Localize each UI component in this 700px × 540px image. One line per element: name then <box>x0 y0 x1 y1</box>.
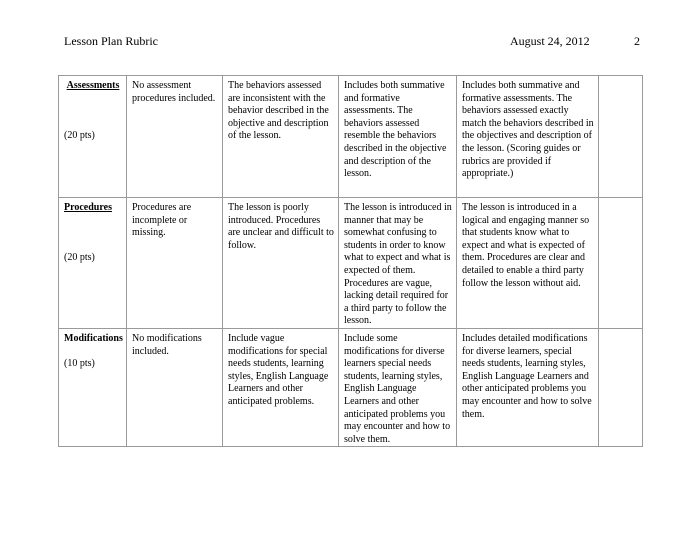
document-date: August 24, 2012 <box>510 34 590 48</box>
category-name: Procedures <box>64 202 112 213</box>
rubric-cell: The lesson is introduced in a logical and engaging manner so that students know what to expect and what is expected of them. Procedures are clear and detailed to enable a third party follow the lesson without aid. <box>457 198 599 329</box>
category-cell-modifications <box>59 328 127 446</box>
table-row <box>59 76 643 198</box>
category-cell-procedures <box>59 198 127 329</box>
table-row <box>59 198 643 329</box>
rubric-cell: The behaviors assessed are inconsistent with the behavior described in the objective and description of the lesson. <box>223 76 339 198</box>
category-points: (20 pts) <box>64 129 95 141</box>
category-name: Modifications <box>64 332 123 344</box>
rubric-score-cell <box>599 76 643 198</box>
rubric-cell: Includes both summative and formative assessments. The behaviors assessed resemble the behaviors described in the objective and description of the lesson. <box>339 76 457 198</box>
category-points: (20 pts) <box>64 251 95 263</box>
category-name: Assessments <box>66 80 120 91</box>
rubric-cell: Includes both summative and formative assessments. The behaviors assessed exactly match the behaviors described in the objectives and description of the lesson. (Scoring guides or rubrics are provided if appropriate.) <box>457 76 599 198</box>
table-row <box>59 328 643 446</box>
rubric-table <box>58 75 643 447</box>
rubric-cell: The lesson is introduced in manner that may be somewhat confusing to students in order to know what to expect and what is expected of them. Procedures are vague, lacking detail required for a third party to follow the lesson. <box>339 198 457 329</box>
rubric-cell: Include some modifications for diverse learners special needs students, learning styles, English Language Learners and other anticipated problems you may encounter and how to solve them. <box>339 328 457 446</box>
rubric-cell: No modifications included. <box>127 328 223 446</box>
rubric-cell: Includes detailed modifications for diverse learners, special needs students, learning styles, English Language Learners and other anticipated problems you may encounter and how to solve them. <box>457 328 599 446</box>
rubric-score-cell <box>599 198 643 329</box>
category-points: (10 pts) <box>64 357 95 369</box>
rubric-score-cell <box>599 328 643 446</box>
page-number: 2 <box>634 34 640 48</box>
page-header <box>64 34 640 50</box>
rubric-cell: Include vague modifications for special needs students, learning styles, English Language Learners and other anticipated problems. <box>223 328 339 446</box>
category-cell-assessments <box>59 76 127 198</box>
rubric-cell: Procedures are incomplete or missing. <box>127 198 223 329</box>
rubric-cell: No assessment procedures included. <box>127 76 223 198</box>
rubric-cell: The lesson is poorly introduced. Procedures are unclear and difficult to follow. <box>223 198 339 329</box>
document-title: Lesson Plan Rubric <box>64 34 158 48</box>
